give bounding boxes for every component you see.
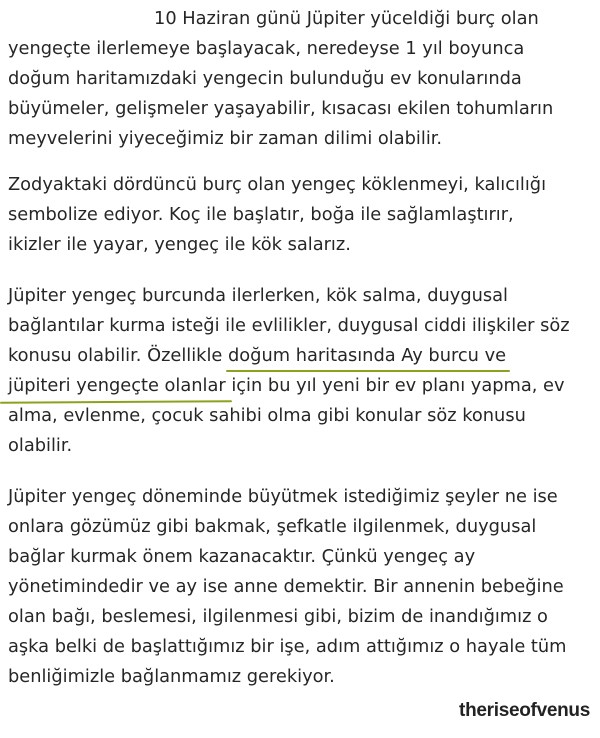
author-signature: theriseofvenus bbox=[459, 700, 590, 721]
text-line: Jüpiter yengeç burcunda ilerlerken, kök salma, duygusal bbox=[8, 285, 508, 306]
text-segment: için bu yıl yeni bir ev planı yapma, ev bbox=[225, 375, 565, 396]
text-line: ikizler ile yayar, yengeç ile kök salarız. bbox=[8, 234, 351, 255]
highlighted-text: jüpiteri yengeçte olanlar bbox=[8, 373, 226, 399]
text-line: yönetimindedir ve ay ise anne demektir. Bir annenin bebeğine bbox=[8, 576, 564, 597]
text-line: 10 Haziran günü Jüpiter yüceldiği burç olan bbox=[154, 8, 539, 29]
text-line: alma, evlenme, çocuk sahibi olma gibi konular söz konusu bbox=[8, 405, 526, 426]
text-line: sembolize ediyor. Koç ile başlatır, boğa ile sağlamlaştırır, bbox=[8, 204, 514, 225]
text-line: olabilir. bbox=[8, 435, 73, 456]
text-line: Jüpiter yengeç döneminde büyütmek istediğimiz şeyler ne ise bbox=[8, 486, 558, 507]
text-line: aşka belki de başlattığımız bir işe, adım attığımız o hayale tüm bbox=[8, 636, 567, 657]
text-line: olan bağı, beslemesi, ilgilenmesi gibi, bizim de inandığımız o bbox=[8, 606, 548, 627]
text-line: büyümeler, gelişmeler yaşayabilir, kısacası ekilen tohumların bbox=[8, 98, 554, 119]
text-line: yengeçte ilerlemeye başlayacak, neredeyse 1 yıl boyunca bbox=[8, 38, 525, 59]
text-line: onlara gözümüz gibi bakmak, şefkatle ilgilenmek, duygusal bbox=[8, 516, 537, 537]
highlighted-line bbox=[8, 373, 565, 399]
highlighted-text: doğum haritasında Ay burcu ve bbox=[228, 343, 506, 369]
text-segment: konusu olabilir. Özellikle bbox=[8, 345, 228, 366]
text-line: Zodyaktaki dördüncü burç olan yengeç köklenmeyi, kalıcılığı bbox=[8, 174, 547, 195]
text-line: meyvelerini yiyeceğimiz bir zaman dilimi olabilir. bbox=[8, 128, 443, 149]
text-line: bağlar kurmak önem kazanacaktır. Çünkü yengeç ay bbox=[8, 546, 476, 567]
text-line: benliğimizle bağlanmamız gerekiyor. bbox=[8, 666, 335, 687]
text-line: bağlantılar kurma isteği ile evlilikler, duygusal ciddi ilişkiler söz bbox=[8, 315, 570, 336]
highlighted-line bbox=[8, 343, 506, 369]
text-line: doğum haritamızdaki yengecin bulunduğu ev konularında bbox=[8, 68, 522, 89]
